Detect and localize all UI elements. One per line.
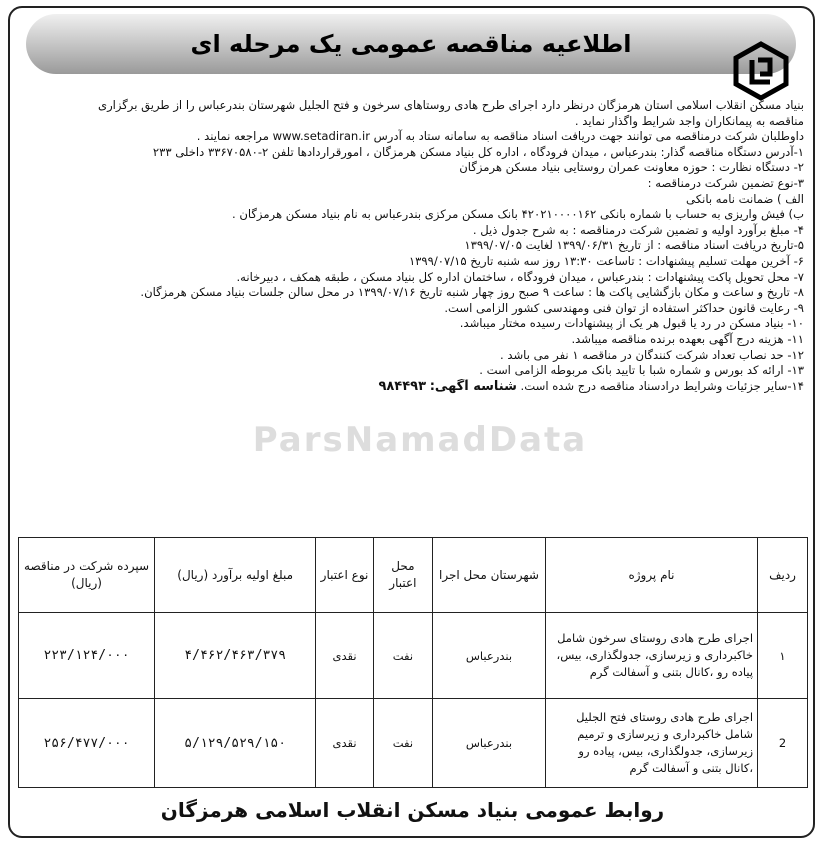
body-line: ۱۲- حد نصاب تعداد شرکت کنندگان در مناقصه ۱ نفر می باشد .	[500, 347, 804, 362]
body-line: بنیاد مسکن انقلاب اسلامی استان هرمزگان درنظر دارد اجرای طرح هادی روستاهای سرخون و فتح الجلیل شهرستان بندرعباس را از طریق برگزاری	[98, 98, 804, 112]
row-credit-source: نفت	[373, 699, 432, 788]
body-line-last	[24, 379, 804, 395]
header-credit-type: نوع اعتبار	[316, 538, 373, 613]
row-credit-source: نفت	[373, 613, 432, 699]
body-line: ۱-آدرس دستگاه مناقصه گذار: بندرعباس ، میدان فرودگاه ، اداره کل بنیاد مسکن هرمزگان ، امورقراردادها تلفن ۲-۳۳۶۷۰۵۸۰ داخلی ۲۳۳	[152, 144, 804, 159]
tender-table	[18, 537, 808, 788]
title-banner	[26, 14, 796, 74]
header-credit-source: محل اعتبار	[373, 538, 432, 613]
row-index: ۱	[758, 613, 808, 699]
row-deposit: ۲۵۶/۴۷۷/۰۰۰	[19, 699, 155, 788]
row-index: 2	[758, 699, 808, 788]
row-project: اجرای طرح هادی روستای فتح الجلیل شامل خاکبرداری و زیرسازی و ترمیم زیرسازی، جدولگذاری، بیس، پیاده رو ،کانال بتنی و آسفالت گرم	[545, 699, 757, 788]
page-title: اطلاعیه مناقصه عمومی یک مرحله ای	[190, 30, 632, 58]
row-city: بندرعباس	[433, 613, 546, 699]
body-line: ۹- رعایت قانون حداکثر استفاده از توان فنی ومهندسی کشور الزامی است.	[444, 300, 804, 315]
body-line: ۱۰- بنیاد مسکن در رد یا قبول هر یک از پیشنهادات رسیده مختار میباشد.	[459, 316, 804, 331]
body-line: ۷- محل تحویل پاکت پیشنهادات : بندرعباس ، میدان فرودگاه ، ساختمان اداره کل بنیاد مسکن ، طبقه همکف ، دبیرخانه.	[236, 269, 804, 284]
row-estimate: ۴/۴۶۲/۴۶۳/۳۷۹	[155, 613, 316, 699]
header-index: ردیف	[758, 538, 808, 613]
body-line: مناقصه به پیمانکاران واجد شرایط واگذار نماید .	[574, 113, 804, 128]
body-line: ۸- تاریخ و ساعت و مکان بازگشایی پاکت ها : ساعت ۹ صبح روز چهار شنبه تاریخ ۱۳۹۹/۰۷/۱۶ در محل سالن جلسات بنیاد مسکن هرمزگان.	[140, 285, 804, 300]
body-line: داوطلبان شرکت درمناقصه می توانند جهت دریافت اسناد مناقصه به سامانه ستاد به آدرس www.setadiran.ir مراجعه نمایند .	[196, 129, 804, 144]
body-line: ۵-تاریخ دریافت اسناد مناقصه : از تاریخ ۱۳۹۹/۰۶/۳۱ لغایت ۱۳۹۹/۰۷/۰۵	[464, 238, 804, 253]
table-row	[19, 699, 808, 788]
footer-signature: روابط عمومی بنیاد مسکن انقلاب اسلامی هرمزگان	[160, 798, 665, 822]
header-deposit: سپرده شرکت در مناقصه (ریال)	[19, 538, 155, 613]
body-line: ۱۱- هزینه درج آگهی بعهده برنده مناقصه میباشد.	[571, 331, 804, 346]
body-line: ۳-نوع تضمین شرکت درمناقصه :	[647, 175, 804, 190]
header-estimate: مبلغ اولیه برآورد (ریال)	[155, 538, 316, 613]
row-city: بندرعباس	[433, 699, 546, 788]
body-line: ب) فیش واریزی به حساب با شماره بانکی ۴۲۰۲۱۰۰۰۰۱۶۲ بانک مسکن مرکزی بندرعباس به نام بنیاد مسکن هرمزگان .	[232, 207, 804, 222]
table-header-row	[19, 538, 808, 613]
header-city: شهرستان محل اجرا	[433, 538, 546, 613]
row-project: اجرای طرح هادی روستای سرخون شامل خاکبرداری و زیرسازی، جدولگذاری، بیس، پیاده رو ،کانال بتنی و آسفالت گرم	[545, 613, 757, 699]
ad-code-label: شناسه آگهی:	[429, 378, 517, 394]
row-credit-type: نقدی	[316, 613, 373, 699]
body-line: ۶- آخرین مهلت تسلیم پیشنهادات : تاساعت ۱۳:۳۰ روز سه شنبه تاریخ ۱۳۹۹/۰۷/۱۵	[408, 253, 804, 268]
body-line: ۴- مبلغ برآورد اولیه و تضمین شرکت درمناقصه : به شرح جدول ذیل .	[472, 222, 804, 237]
header-project: نام پروژه	[545, 538, 757, 613]
row-deposit: ۲۲۳/۱۲۴/۰۰۰	[19, 613, 155, 699]
row-credit-type: نقدی	[316, 699, 373, 788]
body-line: ۱۳- ارائه کد بورس و شماره شبا با تایید بانک مربوطه الزامی است .	[479, 363, 804, 378]
body-line: ۲- دستگاه نظارت : حوزه معاونت عمران روستایی بنیاد مسکن هرمزگان	[459, 160, 804, 175]
row-estimate: ۵/۱۲۹/۵۲۹/۱۵۰	[155, 699, 316, 788]
announcement-body	[24, 98, 804, 394]
body-line: الف ) ضمانت نامه بانکی	[686, 191, 804, 206]
table-row	[19, 613, 808, 699]
bonyad-maskan-logo-icon	[730, 40, 792, 102]
watermark: ParsNamadData	[252, 420, 588, 460]
ad-code: ۹۸۴۴۹۳	[378, 378, 427, 394]
last-line-text: ۱۴-سایر جزئیات وشرایط درادسناد مناقصه درج شده است.	[520, 378, 804, 393]
